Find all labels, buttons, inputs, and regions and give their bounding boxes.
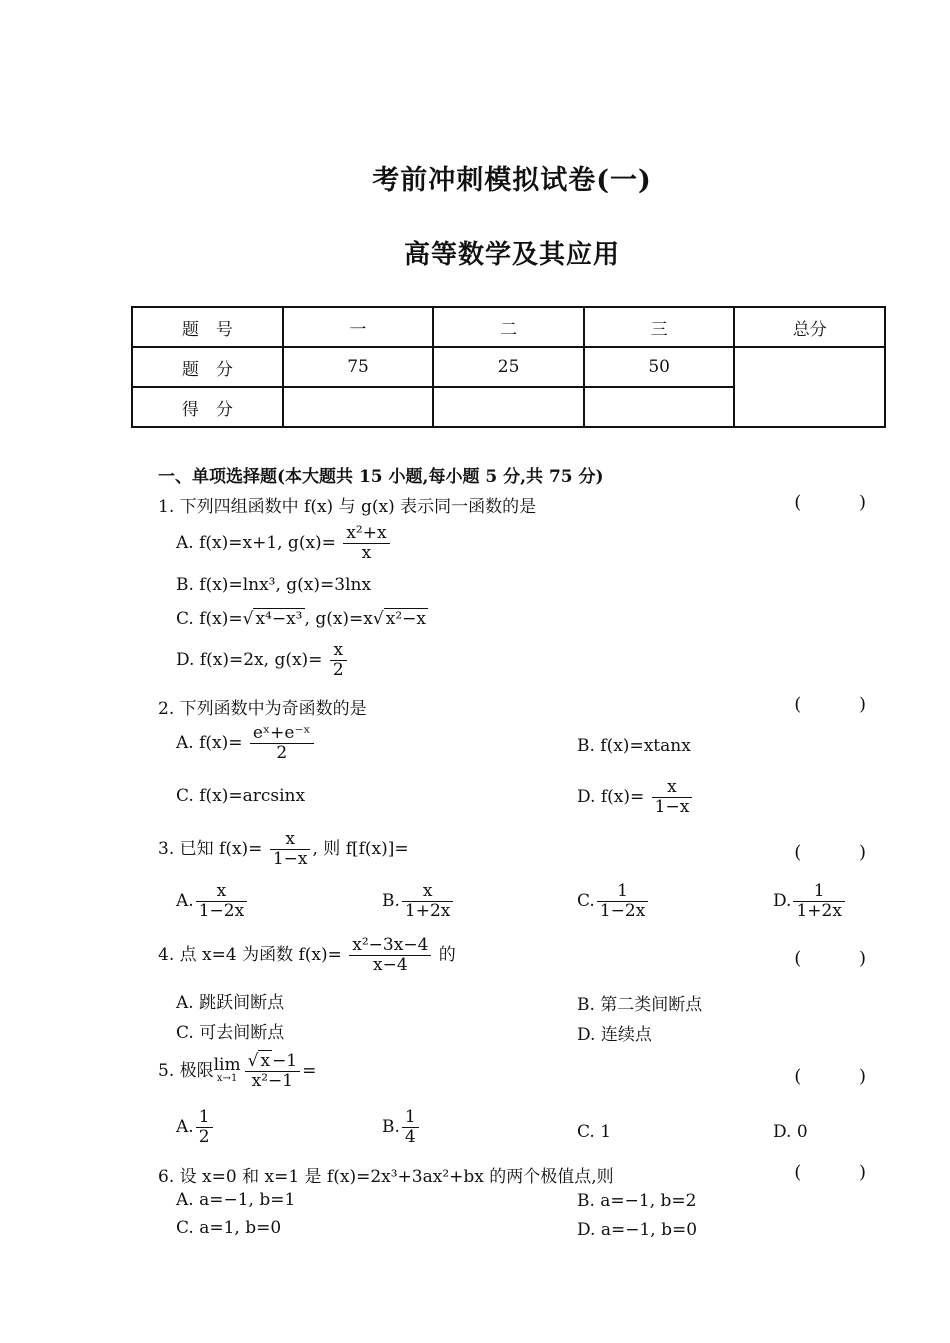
q4-option-c: C. 可去间断点 [176,1023,285,1043]
q2-option-b: B. f(x)=xtanx [577,736,691,756]
denominator: x [361,543,372,563]
q5-option-c: C. 1 [577,1122,612,1142]
fraction [793,882,844,921]
numerator: 1 [793,882,844,902]
fraction [652,778,693,817]
denominator: 1−x [272,849,308,869]
score-cell [584,387,735,427]
fraction [349,936,431,975]
option-text: f(x)=2x, g(x)= [199,650,323,670]
fraction [330,641,347,680]
numerator: x [330,641,347,661]
stem-text: 3. 已知 f(x)= [158,839,263,859]
option-label: D. [577,787,596,807]
section-heading: 一、单项选择题(本大题共 15 小题,每小题 5 分,共 75 分) [158,467,604,487]
numerator: x²+x [343,524,389,544]
q3-option-c [577,882,650,921]
fraction [270,830,311,869]
q4-option-b: B. 第二类间断点 [577,995,703,1015]
numerator: x [652,778,693,798]
option-text: f(x)= [199,609,243,629]
question-1-stem: 1. 下列四组函数中 f(x) 与 g(x) 表示同一函数的是 [158,497,537,517]
q3-option-b [382,882,455,921]
stem-text: 5. 极限 [158,1061,214,1081]
score-cell: 50 [584,347,735,387]
option-label: A. [176,533,194,553]
answer-paren: ( ) [794,948,892,969]
total-score-cell [734,347,885,427]
radical: √ x⁴−x³ [242,609,303,629]
fraction [196,1108,213,1147]
stem-text: = [302,1061,317,1081]
score-cell [433,387,584,427]
radicand: x [260,1051,271,1071]
denominator: x²−1 [251,1071,294,1091]
option-label: D. [176,650,195,670]
option-label: A. [176,1117,194,1137]
q5-option-d: D. 0 [773,1122,808,1142]
q2-option-d [577,778,694,817]
numerator: eˣ+e⁻ˣ [250,724,314,744]
answer-paren: ( ) [794,1066,892,1087]
numerator: 1 [196,1108,213,1128]
answer-paren: ( ) [794,842,892,863]
numerator: x [196,882,247,902]
radicand: x⁴−x³ [255,609,303,629]
limit-text: lim [213,1054,241,1075]
question-5-stem [158,1052,316,1091]
option-label: A. [176,891,194,911]
fraction [343,524,389,563]
score-table-row [132,307,885,347]
denominator: 2 [332,660,344,680]
radical: √ x²−x [372,609,426,629]
limit-subscript: x→1 [216,1072,238,1084]
question-2-stem: 2. 下列函数中为奇函数的是 [158,699,367,719]
q2-option-a [176,724,316,763]
denominator: 4 [404,1127,416,1147]
numerator: x [402,882,453,902]
answer-paren: ( ) [794,694,892,715]
fraction [402,1108,419,1147]
score-table [131,306,886,428]
q1-option-b: B. f(x)=lnx³, g(x)=3lnx [176,575,372,595]
q6-option-c: C. a=1, b=0 [176,1218,282,1238]
q1-option-a [176,524,392,563]
q1-option-d [176,641,349,680]
fraction [196,882,247,921]
option-label: A. [176,733,194,753]
q3-option-d [773,882,847,921]
score-cell: 25 [433,347,584,387]
option-text: f(x)=x+1, g(x)= [199,533,336,553]
question-3-stem [158,830,409,869]
numerator: 1 [597,882,648,902]
numerator: x [270,830,311,850]
fraction [597,882,648,921]
denominator: x−4 [373,955,408,975]
q4-option-d: D. 连续点 [577,1025,652,1045]
q6-option-d: D. a=−1, b=0 [577,1220,698,1240]
q1-option-c [176,609,428,629]
fraction [245,1052,301,1091]
q4-option-a: A. 跳跃间断点 [176,993,285,1013]
answer-paren: ( ) [794,492,892,513]
denominator: 1−x [654,797,690,817]
option-label: D. [773,891,792,911]
option-text: f(x)= [600,787,645,807]
score-row-label: 题 号 [132,307,283,347]
option-label: C. [577,891,595,911]
score-cell: 二 [433,307,584,347]
stem-text: 的 [433,945,456,965]
q5-option-b [382,1108,421,1147]
denominator: 2 [198,1127,210,1147]
option-label: C. [176,609,194,629]
score-row-label: 得 分 [132,387,283,427]
q6-option-b: B. a=−1, b=2 [577,1191,697,1211]
exam-subtitle: 高等数学及其应用 [403,240,620,270]
question-4-stem [158,936,456,975]
score-row-label: 题 分 [132,347,283,387]
score-cell [283,387,434,427]
q2-option-c: C. f(x)=arcsinx [176,786,306,806]
stem-text: , 则 f[f(x)]= [312,839,409,859]
denominator: 1−2x [599,901,646,921]
answer-paren: ( ) [794,1162,892,1183]
radicand: x²−x [385,609,426,629]
q3-option-a [176,882,249,921]
score-cell: 三 [584,307,735,347]
limit-operator [213,1054,241,1086]
denominator: 1+2x [796,901,842,921]
option-label: B. [382,1117,400,1137]
fraction [250,724,314,763]
exam-title: 考前冲刺模拟试卷(一) [372,165,652,196]
numerator-rest: −1 [272,1051,298,1071]
stem-text: 4. 点 x=4 为函数 f(x)= [158,945,342,965]
numerator [245,1052,301,1072]
option-text: f(x)= [199,733,243,753]
denominator: 2 [276,743,288,763]
score-cell: 75 [283,347,434,387]
denominator: 1−2x [198,901,245,921]
option-text: , g(x)=x [304,609,373,629]
fraction [402,882,453,921]
radical: √ x [247,1051,271,1071]
q6-option-a: A. a=−1, b=1 [176,1190,296,1210]
score-table-row [132,347,885,387]
question-6-stem: 6. 设 x=0 和 x=1 是 f(x)=2x³+3ax²+bx 的两个极值点,则 [158,1167,614,1187]
score-cell: 一 [283,307,434,347]
q5-option-a [176,1108,215,1147]
numerator: 1 [402,1108,419,1128]
denominator: 1+2x [404,901,451,921]
option-label: B. [382,891,400,911]
score-cell: 总分 [734,307,885,347]
numerator: x²−3x−4 [349,936,431,956]
